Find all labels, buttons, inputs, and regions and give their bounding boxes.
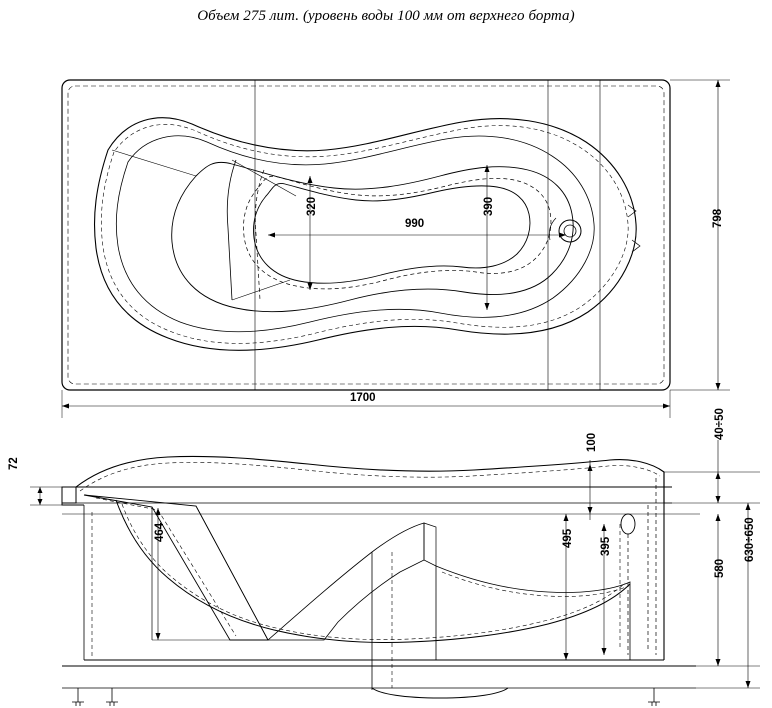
side-view-group [30, 440, 760, 706]
dim-630-650-text: 630÷650 [744, 517, 756, 562]
dim-390-text: 390 [483, 196, 495, 216]
dim-464-text: 464 [154, 522, 166, 542]
dim-1700: 1700 [350, 392, 376, 404]
dim-40-50-text: 40÷50 [714, 408, 726, 440]
dim-495-text: 495 [562, 528, 574, 548]
dim-100-text: 100 [586, 432, 598, 452]
dim-798-text: 798 [712, 208, 724, 228]
top-view-group [62, 80, 730, 418]
dim-320-text: 320 [306, 196, 318, 216]
dim-395-text: 395 [600, 536, 612, 556]
dim-72-text: 72 [8, 457, 20, 470]
page-title: Объем 275 лит. (уровень воды 100 мм от верхнего борта) [197, 8, 575, 24]
dim-580-text: 580 [714, 558, 726, 578]
dim-990: 990 [405, 218, 425, 230]
